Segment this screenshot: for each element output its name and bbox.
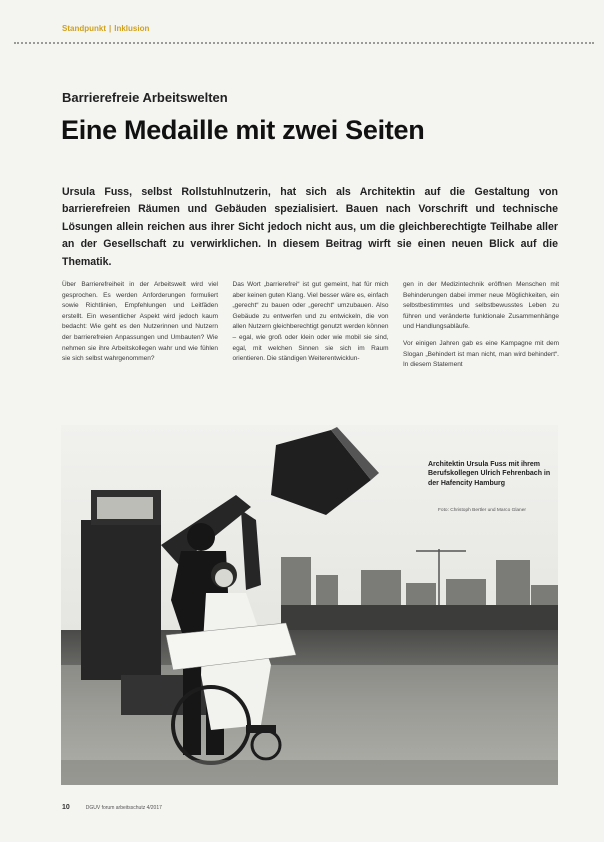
topic-label: Inklusion xyxy=(114,24,150,33)
section-label: Standpunkt xyxy=(62,24,106,33)
article-lead: Ursula Fuss, selbst Rollstuhlnutzerin, hat sich als Architektin auf die Gestaltung von barrierefreien Räumen und Gebäuden spezialisiert. Bauen nach Vorschrift und technische Lösungen allein reichen aus ihrer Sicht jedoch nicht aus, um die gleichberechtigte Teilhabe aller an der Gesellschaft zu verwirklichen. In diesem Beitrag wirft sie einen neuen Blick auf die Thematik. xyxy=(62,186,558,268)
body-column-2 xyxy=(233,280,389,377)
body-column-3 xyxy=(403,280,559,377)
body-column-1 xyxy=(62,280,218,377)
header-divider xyxy=(14,42,594,44)
body-paragraph: Das Wort „barrierefrei“ ist gut gemeint, hat für mich aber keinen guten Klang. Viel besser wäre es, einfach „gerecht“ zu bauen oder „gerecht“ umzubauen. Also Gebäude zu entwerfen und zu entwickeln, die von allen Nutzern gleichberechtigt genutzt werden können – egal, wie groß oder klein oder wie mobil sie sind, egal, mit welchen Sinnen sie sich im Raum orientieren. Die ständigen Weiterentwicklun- xyxy=(232,281,389,363)
section-header xyxy=(62,24,149,33)
article-kicker: Barrierefreie Arbeitswelten xyxy=(62,90,228,105)
page-footer xyxy=(62,804,162,811)
article-body xyxy=(62,280,559,377)
section-separator: | xyxy=(109,24,112,33)
body-paragraph: Vor einigen Jahren gab es eine Kampagne mit dem Slogan „Behindert ist man nicht, man wird behindert“. In diesem Statement xyxy=(403,339,559,369)
article-headline: Eine Medaille mit zwei Seiten xyxy=(61,115,425,145)
body-paragraph: gen in der Medizintechnik eröffnen Menschen mit Behinderungen dabei immer neue Möglichkeiten, ein selbstbestimmtes und selbstbewusstes Leben zu führen und veränderte funktionale Zusammenhänge und Handlungsabläufe. xyxy=(403,281,559,331)
body-paragraph: Über Barrierefreiheit in der Arbeitswelt wird viel gesprochen. Es werden Anforderungen formuliert sowie Richtlinien, Empfehlungen und Leitfäden erstellt. Ein wesentlicher Aspekt wird jedoch kaum bedacht: Wie geht es den Nutzerinnen und Nutzern der barrierefreien Anpassungen und Umbauten? Wie nehmen sie ihre Arbeitskollegen wahr und wie fühlen sie sich selbst wahrgenommen? xyxy=(62,281,218,363)
page-number: 10 xyxy=(62,804,70,811)
photo-credit: Foto: Christoph Bertler und Marco Glaner xyxy=(438,508,526,513)
publication-name: DGUV forum arbeitsschutz 4/2017 xyxy=(85,805,162,811)
photo-caption: Architektin Ursula Fuss mit ihrem Berufskollegen Ulrich Fehrenbach in der Hafencity Hamburg xyxy=(428,461,551,487)
